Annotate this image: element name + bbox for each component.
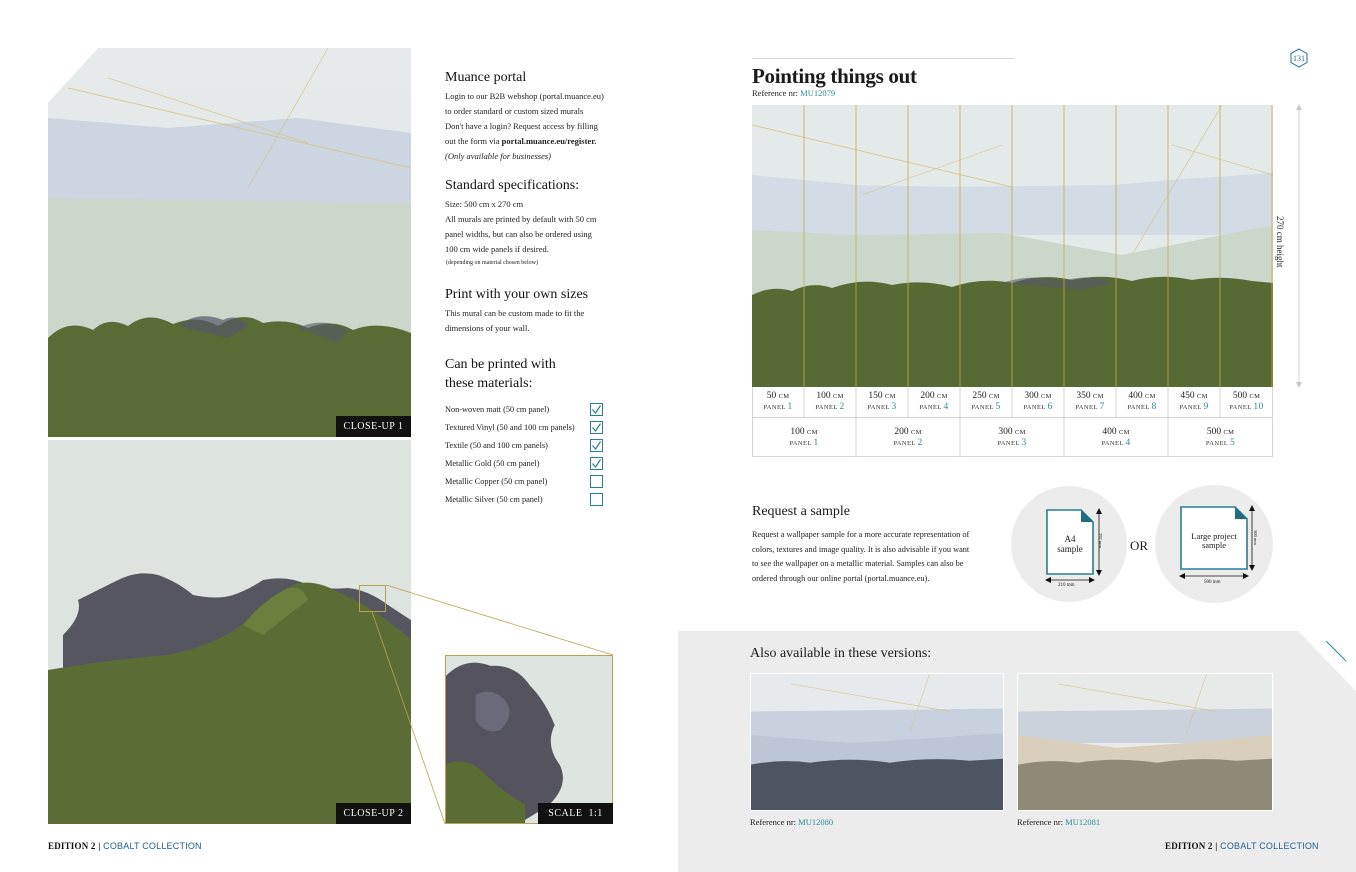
a4-label — [1047, 534, 1093, 554]
footer-right — [1165, 841, 1319, 851]
versions-title: Also available in these versions: — [750, 646, 932, 661]
materials-title-line-1: Can be printed with — [445, 357, 556, 372]
material-label: Textured Vinyl (50 and 100 cm panels) — [445, 422, 575, 432]
portal-line-1: Login to our B2B webshop (portal.muance.eu) — [445, 91, 604, 101]
footer-left — [48, 841, 202, 851]
specs-title: Standard specifications: — [445, 178, 580, 193]
checkmark-icon — [591, 404, 602, 415]
panel-cm: 350 — [1076, 391, 1091, 401]
cm-unit: CM — [936, 393, 948, 400]
reference-value: MU12079 — [800, 88, 836, 98]
panel-number: 8 — [1151, 402, 1157, 412]
portal-line-4-prefix: out the form via — [445, 136, 502, 146]
panel-number: 5 — [1229, 437, 1236, 448]
panel-word: PANEL — [867, 404, 890, 411]
version-1-image[interactable] — [750, 673, 1004, 811]
material-checkbox[interactable] — [590, 457, 603, 470]
panel-word: PANEL — [997, 439, 1020, 447]
panel-word: PANEL — [893, 439, 916, 447]
specs-line-3: panel widths, but can also be ordered using — [445, 229, 592, 239]
footer-separator: | — [1215, 841, 1218, 851]
panel-100-cell — [960, 418, 1064, 457]
checkmark-icon — [591, 458, 602, 469]
height-label: 270 cm height — [1275, 216, 1285, 268]
panel-50-cell — [1012, 387, 1064, 417]
portal-title: Muance portal — [445, 70, 527, 85]
panel-50-cell — [1220, 387, 1273, 417]
panel-word: PANEL — [1127, 404, 1150, 411]
version-1-reference — [750, 817, 833, 827]
panel-100-cell — [752, 418, 856, 457]
scale-label — [538, 803, 613, 824]
material-row — [445, 400, 603, 418]
scale-detail-image — [445, 655, 613, 824]
panel-word: PANEL — [971, 404, 994, 411]
large-label-line-2: sample — [1201, 540, 1227, 550]
panel-50-cell — [908, 387, 960, 417]
scale-value: 1:1 — [588, 808, 603, 819]
height-arrow — [1292, 104, 1306, 388]
closeup-1-label: CLOSE-UP 1 — [336, 416, 411, 437]
cm-unit: CM — [1118, 428, 1130, 436]
cm-unit: CM — [832, 393, 844, 400]
panel-number: 3 — [1021, 437, 1027, 448]
cm-unit: CM — [1144, 393, 1156, 400]
material-row — [445, 454, 603, 472]
cm-unit: CM — [1249, 393, 1261, 400]
cm-unit: CM — [910, 428, 922, 436]
specs-line-4: 100 cm wide panels if desired. — [445, 244, 549, 254]
specs-line-2: All murals are printed by default with 50 cm — [445, 214, 597, 224]
reference-label: Reference nr: — [750, 817, 797, 827]
panel-number: 1 — [787, 402, 793, 412]
sample-title: Request a sample — [752, 504, 850, 519]
panel-number: 4 — [943, 402, 949, 412]
material-row — [445, 436, 603, 454]
panel-word: PANEL — [763, 404, 786, 411]
page-title: Pointing things out — [752, 64, 917, 88]
materials-section — [445, 355, 625, 393]
panels-50-row — [752, 387, 1273, 417]
portal-line-2: to order standard or custom sized murals — [445, 106, 584, 116]
footer-edition: EDITION 2 — [48, 841, 96, 851]
cm-unit: CM — [1223, 428, 1235, 436]
sample-line-1: Request a wallpaper sample for a more accurate representation of — [752, 530, 970, 539]
material-checkbox[interactable] — [590, 439, 603, 452]
panel-cm: 150 — [868, 391, 883, 401]
title-rule — [752, 58, 1014, 59]
panel-number: 1 — [813, 437, 819, 448]
sample-line-2: colors, textures and image quality. It is also advisable if you want — [752, 544, 970, 554]
version-2-image[interactable] — [1017, 673, 1273, 811]
portal-line-3: Don't have a login? Request access by filling — [445, 121, 598, 131]
sample-line-4: ordered through our online portal (portal.muance.eu). — [752, 574, 930, 584]
specs-line-1: Size: 500 cm x 270 cm — [445, 199, 524, 209]
materials-list — [445, 400, 603, 508]
panel-number: 7 — [1099, 402, 1105, 412]
portal-section — [445, 70, 625, 164]
or-text: OR — [1130, 538, 1149, 553]
sample-line-3: to see the wallpaper on a metallic material. Samples can also be — [752, 559, 964, 569]
material-checkbox[interactable] — [590, 493, 603, 506]
panel-word: PANEL — [919, 404, 942, 411]
materials-title-line-2: these materials: — [445, 376, 533, 391]
checkmark-icon — [591, 422, 602, 433]
footer-collection: COBALT COLLECTION — [1220, 841, 1319, 851]
version-2-reference — [1017, 817, 1100, 827]
panels-100-row — [752, 418, 1273, 457]
panel-100-cell — [1064, 418, 1168, 457]
own-sizes-title: Print with your own sizes — [445, 287, 589, 302]
panel-50-cell — [752, 387, 804, 417]
panel-cm: 200 — [894, 426, 909, 437]
materials-title — [445, 355, 625, 393]
reference-value: MU12081 — [1065, 817, 1101, 827]
cm-unit: CM — [1040, 393, 1052, 400]
large-label-line-1: Large project — [1191, 531, 1237, 541]
material-row — [445, 472, 603, 490]
cm-unit: CM — [806, 428, 818, 436]
specs-section — [445, 178, 625, 269]
panel-word: PANEL — [789, 439, 812, 447]
material-label: Metallic Silver (50 cm panel) — [445, 494, 543, 504]
panel-50-cell — [856, 387, 908, 417]
reference-line — [752, 88, 835, 98]
panel-50-cell — [804, 387, 856, 417]
closeup-2-label: CLOSE-UP 2 — [336, 803, 411, 824]
material-checkbox[interactable] — [590, 475, 603, 488]
panel-cm: 200 — [920, 391, 935, 401]
portal-line-4 — [445, 134, 625, 149]
panel-cm: 300 — [998, 426, 1013, 437]
portal-line-5: (Only available for businesses) — [445, 151, 551, 161]
large-width-label: 500 mm — [1204, 580, 1221, 585]
own-sizes-line-2: dimensions of your wall. — [445, 323, 530, 333]
material-checkbox[interactable] — [590, 421, 603, 434]
panel-number: 2 — [917, 437, 923, 448]
footer-collection: COBALT COLLECTION — [103, 841, 202, 851]
panel-cm: 500 — [1206, 426, 1222, 437]
cm-unit: CM — [1014, 428, 1026, 436]
material-row — [445, 490, 603, 508]
reference-label: Reference nr: — [752, 88, 799, 98]
panel-cm: 250 — [972, 391, 987, 401]
panel-cm: 50 — [766, 391, 777, 401]
a4-width-label: 210 mm — [1058, 583, 1075, 588]
cm-unit: CM — [778, 393, 790, 400]
large-height-label: 500 mm — [1253, 530, 1258, 545]
panel-cm: 100 — [816, 391, 831, 401]
panel-cm: 100 — [790, 426, 805, 437]
register-link[interactable]: portal.muance.eu/register. — [501, 136, 597, 146]
checkmark-icon — [591, 440, 602, 451]
own-sizes-section — [445, 287, 625, 336]
material-label: Metallic Gold (50 cm panel) — [445, 458, 540, 468]
reference-value: MU12080 — [798, 817, 834, 827]
panel-number: 2 — [839, 402, 845, 412]
panel-word: PANEL — [1101, 439, 1124, 447]
cm-unit: CM — [884, 393, 896, 400]
panel-cm: 400 — [1128, 391, 1143, 401]
panel-100-cell — [1168, 418, 1273, 457]
panel-cm: 300 — [1024, 391, 1039, 401]
material-label: Non-woven matt (50 cm panel) — [445, 404, 550, 414]
reference-label: Reference nr: — [1017, 817, 1064, 827]
panel-cm: 450 — [1180, 391, 1195, 401]
panel-word: PANEL — [815, 404, 838, 411]
material-checkbox[interactable] — [590, 403, 603, 416]
material-row — [445, 418, 603, 436]
large-label — [1182, 532, 1246, 550]
panel-number: 6 — [1047, 402, 1053, 412]
sample-text — [752, 528, 992, 587]
panel-number: 9 — [1203, 402, 1209, 412]
page-number-text: 131 — [1293, 53, 1305, 63]
panel-50-cell — [1168, 387, 1220, 417]
cm-unit: CM — [988, 393, 1000, 400]
panel-cm: 400 — [1102, 426, 1117, 437]
panel-50-cell — [1116, 387, 1168, 417]
material-label: Metallic Copper (50 cm panel) — [445, 476, 548, 486]
panel-word: PANEL — [1205, 439, 1228, 447]
panel-number: 3 — [891, 402, 897, 412]
panel-word: PANEL — [1023, 404, 1046, 411]
footer-separator: | — [98, 841, 101, 851]
panel-number: 5 — [995, 402, 1001, 412]
cm-unit: CM — [1196, 393, 1208, 400]
page-number-right — [1289, 48, 1309, 68]
panel-number: 10 — [1253, 402, 1264, 412]
panel-cm: 500 — [1232, 391, 1248, 401]
panel-50-cell — [1064, 387, 1116, 417]
a4-label-line-2: sample — [1057, 544, 1083, 554]
panel-word: PANEL — [1179, 404, 1202, 411]
material-label: Textile (50 and 100 cm panels) — [445, 440, 548, 450]
a4-label-line-1: A4 — [1064, 534, 1076, 544]
own-sizes-line-1: This mural can be custom made to fit the — [445, 308, 585, 318]
panel-word: PANEL — [1229, 404, 1252, 411]
a4-height-label: 297 mm — [1098, 533, 1103, 548]
panel-100-cell — [856, 418, 960, 457]
cm-unit: CM — [1092, 393, 1104, 400]
scale-label-text: SCALE — [548, 808, 583, 819]
specs-note: (depending on material chosen below) — [446, 260, 538, 266]
panel-number: 4 — [1125, 437, 1131, 448]
panel-50-cell — [960, 387, 1012, 417]
panel-word: PANEL — [1075, 404, 1098, 411]
footer-edition: EDITION 2 — [1165, 841, 1213, 851]
